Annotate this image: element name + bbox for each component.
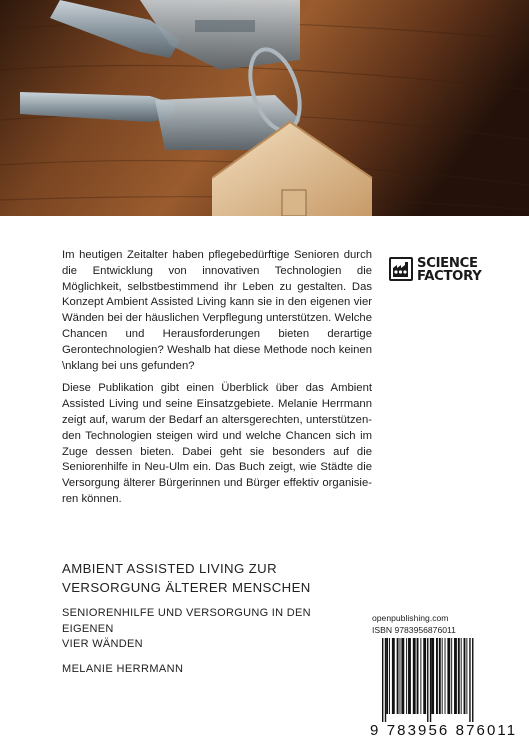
book-title-line-1: AMBIENT ASSISTED LIVING ZUR <box>62 561 278 576</box>
barcode-bar <box>417 638 419 714</box>
barcode-bar <box>423 638 426 714</box>
barcode-bars <box>368 638 520 724</box>
book-author: MELANIE HERRMANN <box>62 663 184 675</box>
barcode-bar <box>401 638 404 714</box>
factory-logo-icon <box>389 257 413 281</box>
barcode-bar <box>386 638 388 714</box>
publisher-url: openpublishing.com <box>372 613 449 623</box>
barcode-guard-bar <box>430 638 431 722</box>
barcode-bar <box>458 638 460 714</box>
book-subtitle-line-2: VIER WÄNDEN <box>62 638 143 650</box>
science-factory-logo <box>389 255 489 289</box>
barcode-bar <box>439 638 441 714</box>
blurb-paragraph-1: Im heutigen Zeitalter haben pflegebedürftige Senioren durch die Entwicklung von innovativen Technologien die Möglichkeit, selbstbestimmend ihr Leben zu gestalten. Das Konzept Ambient Assisted Living kann sie in den eigenen vier Wänden bei der häuslichen Verpflegung unterstützen. Welche Chancen und Herausforderungen bieten derartige Gerontechnologien? Weshalb hat diese Methode noch keinen \nklang bei uns gefunden? <box>62 249 372 372</box>
book-subtitle-line-1: SENIORENHILFE UND VERSORGUNG IN DEN EIGENEN <box>62 607 311 635</box>
barcode-bar <box>392 638 395 714</box>
logo-text-factory: FACTORY <box>417 269 482 284</box>
barcode-bar <box>466 638 467 714</box>
barcode-bar <box>389 638 390 714</box>
book-title-line-2: VERSORGUNG ÄLTERER MENSCHEN <box>62 580 311 595</box>
barcode-bar <box>454 638 457 714</box>
barcode-bar <box>413 638 416 714</box>
cover-photo-keys-house <box>0 0 529 216</box>
barcode-bar <box>420 638 421 714</box>
barcode-bar <box>461 638 462 714</box>
barcode-guard-bar <box>382 638 383 722</box>
isbn-barcode <box>368 638 520 744</box>
barcode-bar <box>397 638 399 714</box>
back-cover-blurb <box>62 248 372 515</box>
blurb-paragraph-2: Diese Publikation gibt einen Überblick über das Ambient Assisted Living und seine Einsatzgebiete. Melanie Herrmann zeigt auf, warum der Bedarf an altersgerechten, unterstützen-den Technologien steigen wird und welche Chancen sich im Zuge dessen bieten. Dabei geht sie besonders auf die Seniorenhilfe in Neu-Ulm ein. Das Buch zeigt, wie Städte die Versorgung älterer Bürgerinnen und Bürger effektiv organisie-ren können. <box>62 382 372 505</box>
barcode-digits: 9 783956 876011 <box>370 722 518 739</box>
barcode-bar <box>445 638 446 714</box>
book-title <box>62 559 362 597</box>
book-subtitle <box>62 606 362 653</box>
barcode-bar <box>464 638 466 714</box>
barcode-bar <box>447 638 450 714</box>
logo-text-science: SCIENCE <box>417 256 478 271</box>
barcode-bar <box>400 638 401 714</box>
barcode-guard-bar <box>385 638 386 722</box>
barcode-bar <box>406 638 407 714</box>
barcode-guard-bar <box>469 638 470 722</box>
barcode-bar <box>431 638 434 714</box>
barcode-bar <box>436 638 438 714</box>
keys-house-illustration <box>0 0 529 216</box>
barcode-guard-bar <box>472 638 473 722</box>
barcode-bar <box>451 638 452 714</box>
barcode-bar <box>408 638 411 714</box>
barcode-bar <box>442 638 443 714</box>
isbn-label: ISBN 9783956876011 <box>372 625 456 635</box>
barcode-guard-bar <box>427 638 428 722</box>
